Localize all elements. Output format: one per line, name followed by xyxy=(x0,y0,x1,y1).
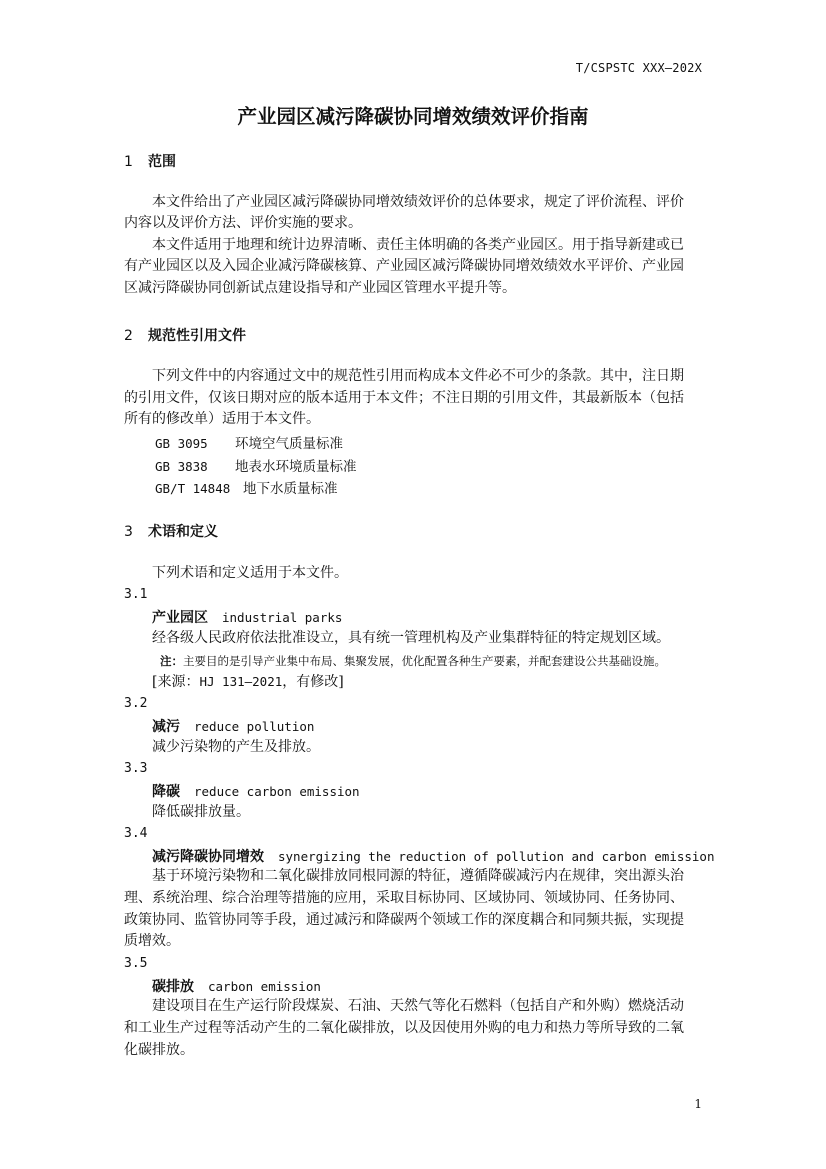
term-heading xyxy=(152,716,314,736)
term-chinese: 产业园区 xyxy=(152,610,208,626)
paragraph-line: 内容以及评价方法、评价实施的要求。 xyxy=(124,215,362,231)
term-heading xyxy=(152,607,342,627)
section-number: 1 xyxy=(124,154,133,170)
term-note xyxy=(160,653,666,669)
term-chinese: 减污降碳协同增效 xyxy=(152,849,264,865)
term-heading xyxy=(152,846,715,866)
source-code: HJ 131—2021 xyxy=(199,674,283,689)
reference-code: GB 3838 xyxy=(155,459,208,474)
term-number: 3.2 xyxy=(124,696,148,711)
paragraph-line: 所有的修改单）适用于本文件。 xyxy=(124,411,320,427)
term-number: 3.3 xyxy=(124,761,148,776)
term-english: carbon emission xyxy=(208,979,321,994)
document-title: 产业园区减污降碳协同增效绩效评价指南 xyxy=(237,105,589,128)
section-number: 3 xyxy=(124,524,133,540)
source-suffix: ，有修改] xyxy=(282,674,344,690)
section-title: 范围 xyxy=(148,154,176,170)
term-english: synergizing the reduction of pollution and carbon emission xyxy=(278,849,715,864)
paragraph-line: 区减污降碳协同创新试点建设指导和产业园区管理水平提升等。 xyxy=(124,280,516,296)
section-1-heading xyxy=(124,151,176,171)
normative-reference xyxy=(155,455,357,475)
term-definition: 降低碳排放量。 xyxy=(152,804,250,820)
source-prefix: [来源： xyxy=(152,674,200,690)
section-number: 2 xyxy=(124,328,133,344)
note-text: 主要目的是引导产业集中布局、集聚发展，优化配置各种生产要素，并配套建设公共基础设施。 xyxy=(183,654,666,668)
normative-reference xyxy=(155,477,338,497)
term-english: reduce carbon emission xyxy=(194,784,360,799)
term-definition: 经各级人民政府依法批准设立，具有统一管理机构及产业集群特征的特定规划区域。 xyxy=(152,630,670,646)
section-title: 规范性引用文件 xyxy=(148,328,246,344)
term-english: industrial parks xyxy=(222,610,343,625)
paragraph-line: 的引用文件，仅该日期对应的版本适用于本文件；不注日期的引用文件，其最新版本（包括 xyxy=(124,390,684,406)
term-heading xyxy=(152,976,321,996)
paragraph-line: 下列术语和定义适用于本文件。 xyxy=(152,565,348,581)
paragraph-line: 有产业园区以及入园企业减污降碳核算、产业园区减污降碳协同增效绩效水平评价、产业园 xyxy=(124,258,684,274)
section-title: 术语和定义 xyxy=(148,524,218,540)
term-chinese: 减污 xyxy=(152,719,180,735)
reference-name: 地下水质量标准 xyxy=(243,481,338,497)
term-definition: 基于环境污染物和二氧化碳排放同根同源的特征，遵循降碳减污内在规律，突出源头治 xyxy=(152,868,684,884)
term-definition: 减少污染物的产生及排放。 xyxy=(152,739,320,755)
note-label: 注： xyxy=(160,654,183,668)
reference-name: 地表水环境质量标准 xyxy=(235,459,357,475)
document-code: T/CSPSTC XXX—202X xyxy=(575,61,702,75)
paragraph-line: 本文件适用于地理和统计边界清晰、责任主体明确的各类产业园区。用于指导新建或已 xyxy=(152,237,684,253)
page-number: 1 xyxy=(694,1097,702,1111)
paragraph-line: 下列文件中的内容通过文中的规范性引用而构成本文件必不可少的条款。其中，注日期 xyxy=(152,368,684,384)
term-definition: 和工业生产过程等活动产生的二氧化碳排放，以及因使用外购的电力和热力等所导致的二氧 xyxy=(124,1020,684,1036)
section-2-heading xyxy=(124,325,246,345)
term-english: reduce pollution xyxy=(194,719,315,734)
reference-code: GB/T 14848 xyxy=(155,481,231,496)
section-3-heading xyxy=(124,521,218,541)
reference-name: 环境空气质量标准 xyxy=(235,436,343,452)
term-definition: 质增效。 xyxy=(124,933,180,949)
term-source xyxy=(152,671,344,694)
term-chinese: 碳排放 xyxy=(152,979,194,995)
paragraph-line: 本文件给出了产业园区减污降碳协同增效绩效评价的总体要求，规定了评价流程、评价 xyxy=(152,194,684,210)
term-definition: 政策协同、监管协同等手段，通过减污和降碳两个领域工作的深度耦合和同频共振，实现提 xyxy=(124,912,684,928)
reference-code: GB 3095 xyxy=(155,436,208,451)
term-number: 3.4 xyxy=(124,826,148,841)
term-number: 3.5 xyxy=(124,956,148,971)
term-chinese: 降碳 xyxy=(152,784,180,800)
term-number: 3.1 xyxy=(124,587,148,602)
term-definition: 化碳排放。 xyxy=(124,1042,194,1058)
term-definition: 建设项目在生产运行阶段煤炭、石油、天然气等化石燃料（包括自产和外购）燃烧活动 xyxy=(152,998,684,1014)
normative-reference xyxy=(155,432,343,452)
term-definition: 理、系统治理、综合治理等措施的应用，采取目标协同、区域协同、领域协同、任务协同、 xyxy=(124,890,684,906)
term-heading xyxy=(152,781,360,801)
